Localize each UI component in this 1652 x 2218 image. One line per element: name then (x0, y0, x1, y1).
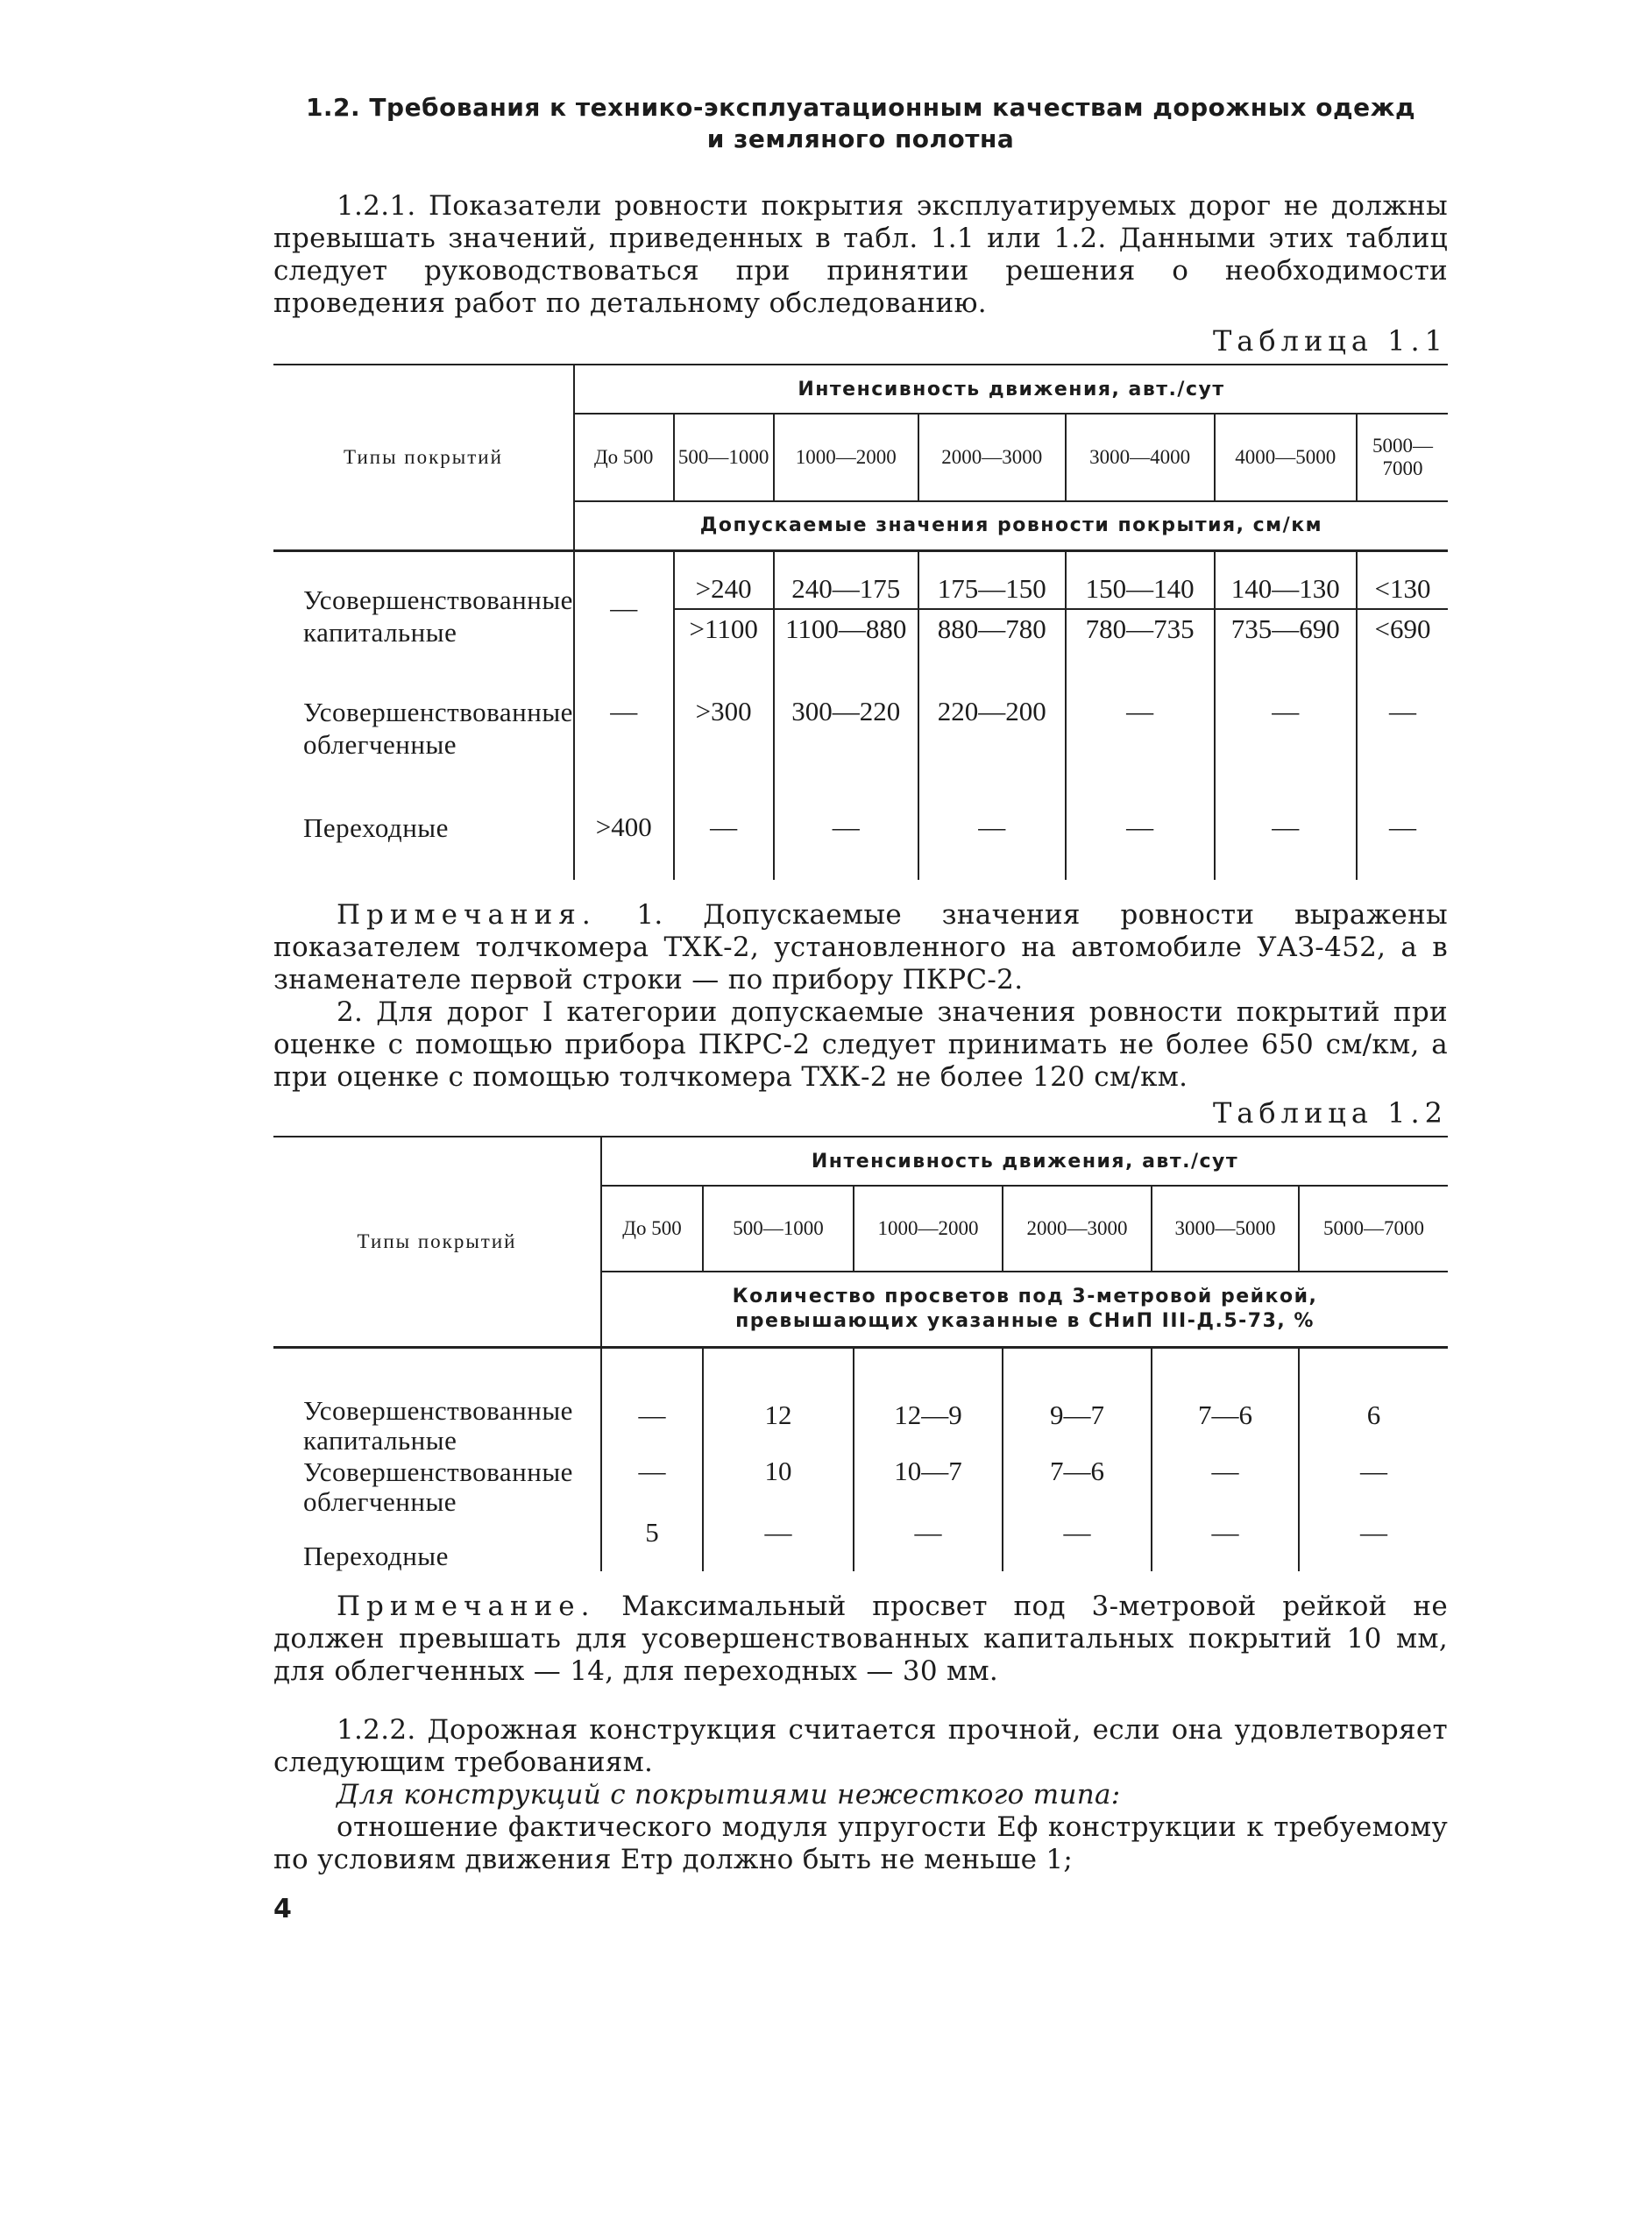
table1-cell (574, 687, 674, 803)
section-title (273, 92, 1448, 155)
italic-subheading: Для конструкций с покрытиями нежесткого типа: (337, 1779, 1121, 1811)
table2-type-header: Типы покрытий (273, 1137, 601, 1347)
section-title-line1: 1.2. Требования к технико-эксплуатационным качествам дорожных одежд (305, 93, 1416, 122)
table1-column-header: 3000—4000 (1066, 414, 1215, 501)
table1-cell (1357, 803, 1448, 880)
cell-value: — (1388, 811, 1416, 842)
table2-column-header: До 500 (601, 1186, 703, 1272)
page-number: 4 (273, 1894, 292, 1924)
table1-column-header: 5000—7000 (1372, 435, 1433, 479)
cell-value: 240—175 (775, 570, 918, 610)
table2-values-header: Количество просветов под 3-метровой рейкой, превышающих указанные в СНиП III-Д.5-73, % (732, 1285, 1318, 1332)
notes1-title: Примечания. (337, 899, 597, 931)
cell-value: — (1126, 696, 1154, 726)
cell-value: >240 (675, 570, 773, 610)
table1-column-header: 1000—2000 (774, 414, 918, 501)
table2-cell: 7—6 (1003, 1456, 1152, 1517)
table2-column-header: 5000—7000 (1323, 1217, 1424, 1239)
cell-value: — (610, 696, 638, 726)
table2-cell: 10—7 (854, 1456, 1003, 1517)
cell-value: 175—150 (919, 570, 1065, 610)
cell-value: — (710, 811, 738, 842)
cell-value: 140—130 (1216, 570, 1356, 610)
table1-cell (1066, 687, 1215, 803)
table1-cell (1357, 687, 1448, 803)
table2-row-label: Переходные (273, 1517, 601, 1571)
table1-row-label: Усовершенствованные облегченные (273, 687, 574, 803)
table2-cell: 12—9 (854, 1347, 1003, 1456)
table2-cell: 10 (703, 1456, 854, 1517)
table1-column-header: 4000—5000 (1215, 414, 1357, 501)
document-page (273, 92, 1448, 1924)
table1-notes-2: 2. Для дорог I категории допускаемые значения ровности покрытий при оценке с помощью прибора ПКРС-2 следует принимать не более 650 см/км, а при оценке с помощью толчкомера ТХК-2 не более 120 см/км. (273, 996, 1448, 1093)
table1-cell (1357, 550, 1448, 687)
table-row (273, 1517, 1448, 1571)
table1-cell (918, 550, 1066, 687)
cell-value: — (1272, 696, 1300, 726)
cell-value: >400 (595, 811, 652, 842)
section-title-line2: и земляного полотна (706, 124, 1015, 153)
cell-value: — (1126, 811, 1154, 842)
table-row (273, 803, 1448, 880)
table1-cell (774, 803, 918, 880)
table1-cell (574, 803, 674, 880)
table1-cell (1066, 803, 1215, 880)
table1-intensity-header: Интенсивность движения, авт./сут (574, 365, 1448, 414)
table1-cell (574, 550, 674, 687)
table1-cell (674, 803, 774, 880)
table1-cell (1215, 803, 1357, 880)
table1-cell (1215, 687, 1357, 803)
table1-cell (1066, 550, 1215, 687)
table2-cell: — (1152, 1517, 1299, 1571)
table-row (273, 687, 1448, 803)
table2-cell: 12 (703, 1347, 854, 1456)
table1-cell (774, 687, 918, 803)
table2-cell: 7—6 (1152, 1347, 1299, 1456)
table2-column-header: 2000—3000 (1003, 1186, 1152, 1272)
table1-cell (674, 550, 774, 687)
table-row (273, 1456, 1448, 1517)
table1-column-header: 500—1000 (674, 414, 774, 501)
cell-value-denominator: 1100—880 (785, 613, 907, 644)
cell-value: — (1388, 696, 1416, 726)
table2-cell: 6 (1366, 1399, 1381, 1430)
table1-type-header: Типы покрытий (273, 365, 574, 550)
table1-values-header: Допускаемые значения ровности покрытия, см/км (699, 514, 1323, 537)
table1-notes-1 (273, 899, 1448, 996)
cell-value: 150—140 (1067, 570, 1214, 610)
table1-cell (918, 803, 1066, 880)
cell-value: — (832, 811, 860, 842)
notes1-item-1: 1. Допускаемые значения ровности выражены показателем толчкомера ТХК-2, установленного на автомобиле УАЗ-452, а в знаменателе первой строки — по прибору ПКРС-2. (273, 899, 1448, 996)
table1-row-label: Переходные (273, 803, 574, 880)
table2-cell: — (601, 1347, 703, 1456)
table2-column-header: 500—1000 (703, 1186, 854, 1272)
cell-value: — (610, 592, 638, 623)
table1-column-header: 2000—3000 (918, 414, 1066, 501)
table2-row-label: Усовершенствованные облегченные (273, 1456, 601, 1517)
table1-row-label: Усовершенствованные капитальные (273, 550, 574, 687)
paragraph-1-2-1: 1.2.1. Показатели ровности покрытия эксплуатируемых дорог не должны превышать значений, приведенных в табл. 1.1 или 1.2. Данными этих таблиц следует руководствоваться при принятии решения о необходимости проведения работ по детальному обследованию. (273, 190, 1448, 319)
table2-cell: — (854, 1517, 1003, 1571)
note2-text: Максимальный просвет под 3-метровой рейкой не должен превышать для усовершенствованных капитальных покрытий 10 мм, для облегченных — 14, для переходных — 30 мм. (273, 1591, 1448, 1687)
table1-cell (774, 550, 918, 687)
table-1-1 (273, 364, 1448, 880)
table2-note (273, 1591, 1448, 1688)
table2-row-label: Усовершенствованные капитальные (273, 1347, 601, 1456)
table2-caption: Таблица 1.2 (1212, 1096, 1448, 1130)
table1-column-header: До 500 (574, 414, 674, 501)
cell-value: — (1272, 811, 1300, 842)
cell-value-denominator: 780—735 (1085, 613, 1195, 644)
cell-value-denominator: <690 (1374, 613, 1431, 644)
table2-cell: 5 (601, 1517, 703, 1571)
cell-value-denominator: 880—780 (937, 613, 1046, 644)
table2-cell: — (703, 1517, 854, 1571)
table1-cell (918, 687, 1066, 803)
cell-value-denominator: 735—690 (1230, 613, 1340, 644)
table1-cell (674, 687, 774, 803)
note2-title: Примечание. (337, 1591, 596, 1622)
table1-caption: Таблица 1.1 (1212, 324, 1448, 358)
last-paragraph: отношение фактического модуля упругости Eф конструкции к требуемому по условиям движения Eтр должно быть не меньше 1; (273, 1811, 1448, 1875)
cell-value: 300—220 (791, 696, 901, 726)
table2-cell: — (1360, 1517, 1387, 1548)
cell-value: 220—200 (937, 696, 1046, 726)
table2-cell: — (1003, 1517, 1152, 1571)
table-row (273, 1347, 1448, 1456)
table-1-2 (273, 1136, 1448, 1571)
cell-value: — (978, 811, 1006, 842)
cell-value: >300 (695, 696, 752, 726)
table2-intensity-header: Интенсивность движения, авт./сут (601, 1137, 1448, 1186)
table2-column-header: 1000—2000 (854, 1186, 1003, 1272)
cell-value-denominator: >1100 (689, 613, 758, 644)
table1-cell (1215, 550, 1357, 687)
table2-column-header: 3000—5000 (1152, 1186, 1299, 1272)
table2-cell: — (601, 1456, 703, 1517)
table2-cell: — (1360, 1456, 1387, 1486)
cell-value: <130 (1358, 570, 1448, 610)
table-row (273, 550, 1448, 687)
paragraph-1-2-2: 1.2.2. Дорожная конструкция считается прочной, если она удовлетворяет следующим требованиям. (273, 1714, 1448, 1778)
table2-cell: 9—7 (1003, 1347, 1152, 1456)
table2-cell: — (1152, 1456, 1299, 1517)
